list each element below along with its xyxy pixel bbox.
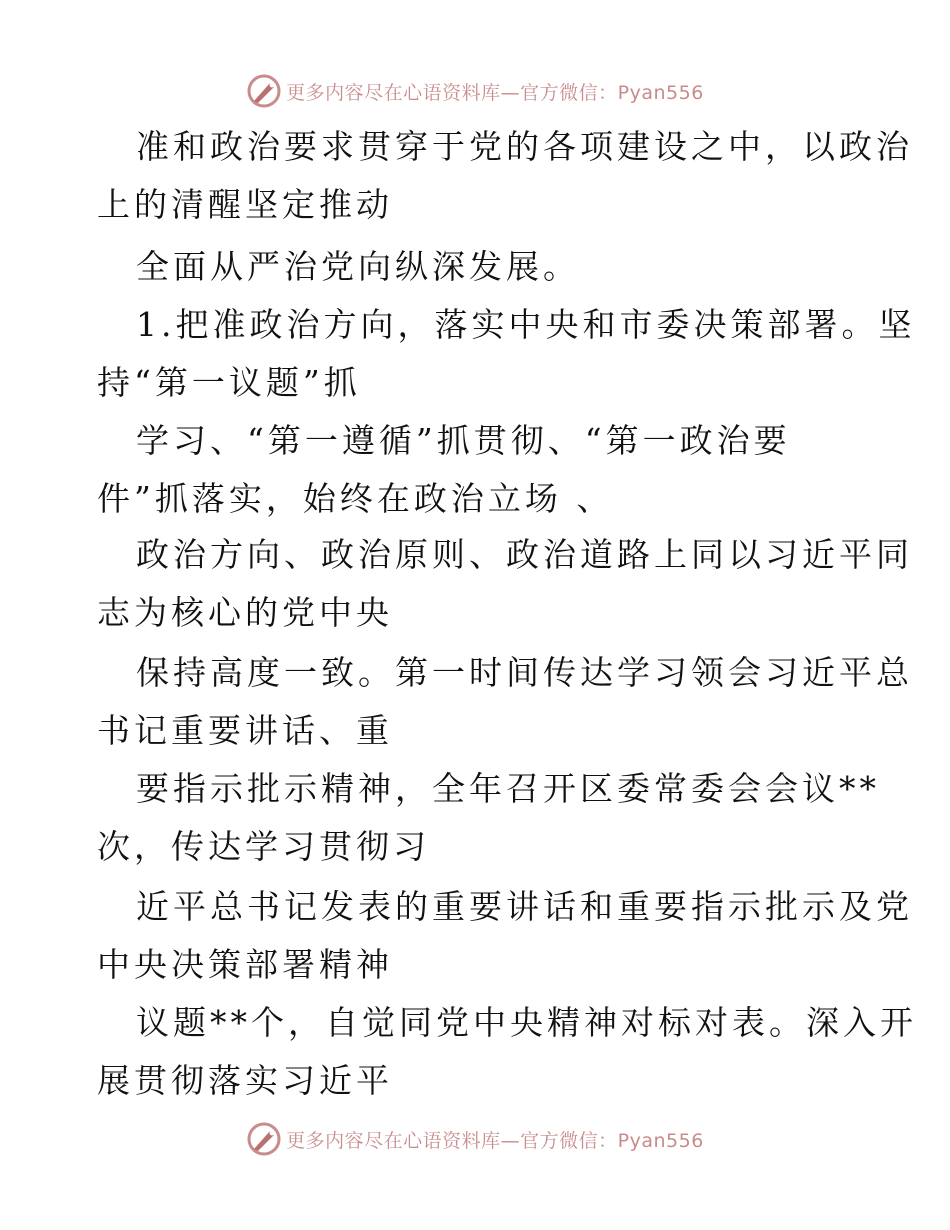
paragraph-line: 展贯彻落实习近平 [97, 1061, 393, 1100]
footer-watermark [0, 1119, 950, 1159]
paragraph-line: 件”抓落实，始终在政治立场 、 [97, 479, 614, 518]
pen-logo-icon [246, 1121, 282, 1157]
paragraph-line: 学习、“第一遵循”抓贯彻、“第一政治要 [136, 421, 791, 460]
paragraph-line: 次，传达学习贯彻习 [97, 827, 430, 866]
paragraph-line: 准和政治要求贯穿于党的各项建设之中，以政治 [136, 127, 913, 166]
paragraph-line: 中央决策部署精神 [97, 945, 393, 984]
paragraph-line: 政治方向、政治原则、政治道路上同以习近平同 [136, 535, 913, 574]
paragraph-line: 上的清醒坚定推动 [97, 185, 393, 224]
paragraph-line: 全面从严治党向纵深发展。 [136, 247, 580, 286]
paragraph-line: 近平总书记发表的重要讲话和重要指示批示及党 [136, 887, 913, 926]
paragraph-line: 要指示批示精神，全年召开区委常委会会议** [136, 769, 880, 808]
footer-watermark-text: 更多内容尽在心语资料库—官方微信：Pyan556 [286, 1129, 704, 1152]
paragraph-line: 持“第一议题”抓 [97, 363, 361, 402]
paragraph-line: 1.把准政治方向，落实中央和市委决策部署。坚 [136, 305, 916, 344]
paragraph-line: 议题**个，自觉同党中央精神对标对表。深入开 [136, 1003, 917, 1042]
paragraph-line: 志为核心的党中央 [97, 593, 393, 632]
paragraph-line: 保持高度一致。第一时间传达学习领会习近平总 [136, 653, 913, 692]
header-watermark-text: 更多内容尽在心语资料库—官方微信：Pyan556 [286, 81, 704, 104]
paragraph-line: 书记重要讲话、重 [97, 711, 393, 750]
